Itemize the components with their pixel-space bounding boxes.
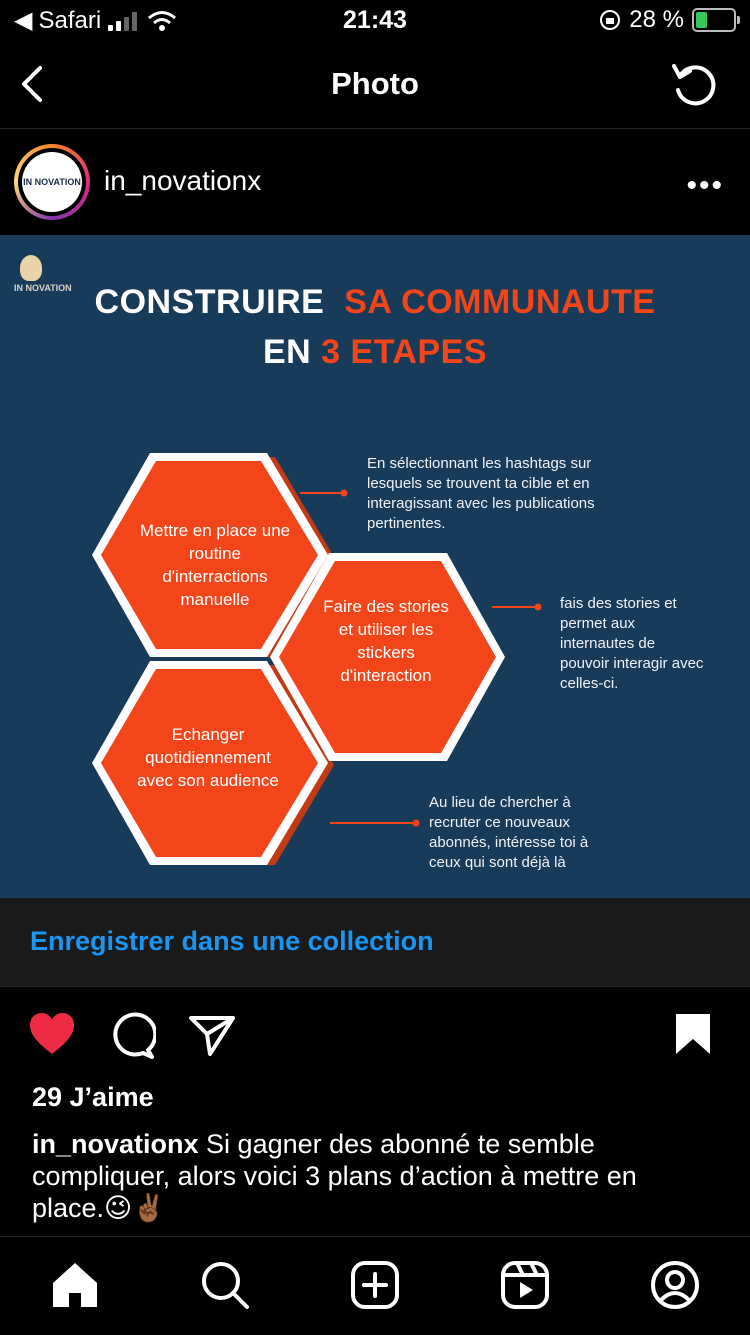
step-3-label: Echanger quotidiennement avec son audience [137, 725, 279, 790]
post-header [0, 129, 750, 235]
share-icon[interactable] [188, 1014, 236, 1058]
battery-percent: 28 % [629, 6, 684, 33]
post-username[interactable]: in_novationx [104, 165, 262, 196]
search-icon[interactable] [199, 1259, 251, 1311]
refresh-icon[interactable] [668, 58, 720, 110]
battery-icon [692, 8, 736, 32]
step-2-label: Faire des stories et utiliser les stickers d'interaction [323, 597, 449, 685]
caption-text: Si gagner des abonné te semble compliquer, alors voici 3 plans d’action à mettre en place.😉✌🏾 [32, 1129, 637, 1223]
status-time: 21:43 [343, 6, 407, 34]
more-options-icon[interactable]: ••• [686, 169, 724, 202]
connector-dot-1 [341, 490, 348, 497]
comment-icon[interactable] [108, 1012, 156, 1060]
new-post-icon[interactable] [349, 1259, 401, 1311]
connector-dot-3 [413, 820, 420, 827]
caption-username[interactable]: in_novationx [32, 1129, 199, 1159]
avatar-logo: IN NOVATION [22, 152, 82, 212]
headline-line-1: CONSTRUIRE SA COMMUNAUTE [94, 283, 656, 321]
tab-bar [0, 1236, 750, 1335]
connector-dot-2 [535, 604, 542, 611]
brand-logo: IN NOVATION [14, 255, 94, 297]
heart-icon[interactable] [28, 1012, 76, 1056]
orientation-lock-icon [599, 9, 621, 31]
post-actions [0, 1006, 750, 1066]
bookmark-icon[interactable] [673, 1012, 713, 1056]
likes-count[interactable]: 29 J’aime [32, 1082, 154, 1112]
status-bar [0, 0, 750, 40]
step-1-note: En sélectionnant les hashtags sur lesquels se trouvent ta cible et en interagissant avec les publications pertinentes. [367, 455, 595, 532]
carrier-label[interactable]: Safari [38, 6, 102, 34]
step-2-note: fais des stories et permet aux internautes de pouvoir interagir avec celles-ci. [560, 595, 704, 692]
post-caption [32, 1128, 712, 1224]
reels-icon[interactable] [499, 1259, 551, 1311]
home-icon[interactable] [49, 1259, 101, 1311]
step-1-label: Mettre en place une routine d'interractions manuelle [139, 521, 291, 609]
back-to-app-arrow[interactable]: ◀ [14, 7, 33, 34]
page-title: Photo [331, 66, 419, 101]
post-image[interactable] [0, 235, 750, 898]
step-3-note: Au lieu de chercher à recruter ce nouveaux abonnés, intéresse toi à ceux qui sont déjà là [429, 794, 589, 871]
save-to-collection-bar[interactable] [0, 898, 750, 987]
avatar[interactable] [14, 144, 90, 220]
status-right [599, 6, 736, 34]
nav-bar [0, 40, 750, 129]
profile-icon[interactable] [649, 1259, 701, 1311]
headline-line-2: EN 3 ETAPES [262, 333, 488, 371]
save-to-collection-link[interactable]: Enregistrer dans une collection [30, 926, 434, 956]
hexagon-diagram [0, 235, 750, 898]
